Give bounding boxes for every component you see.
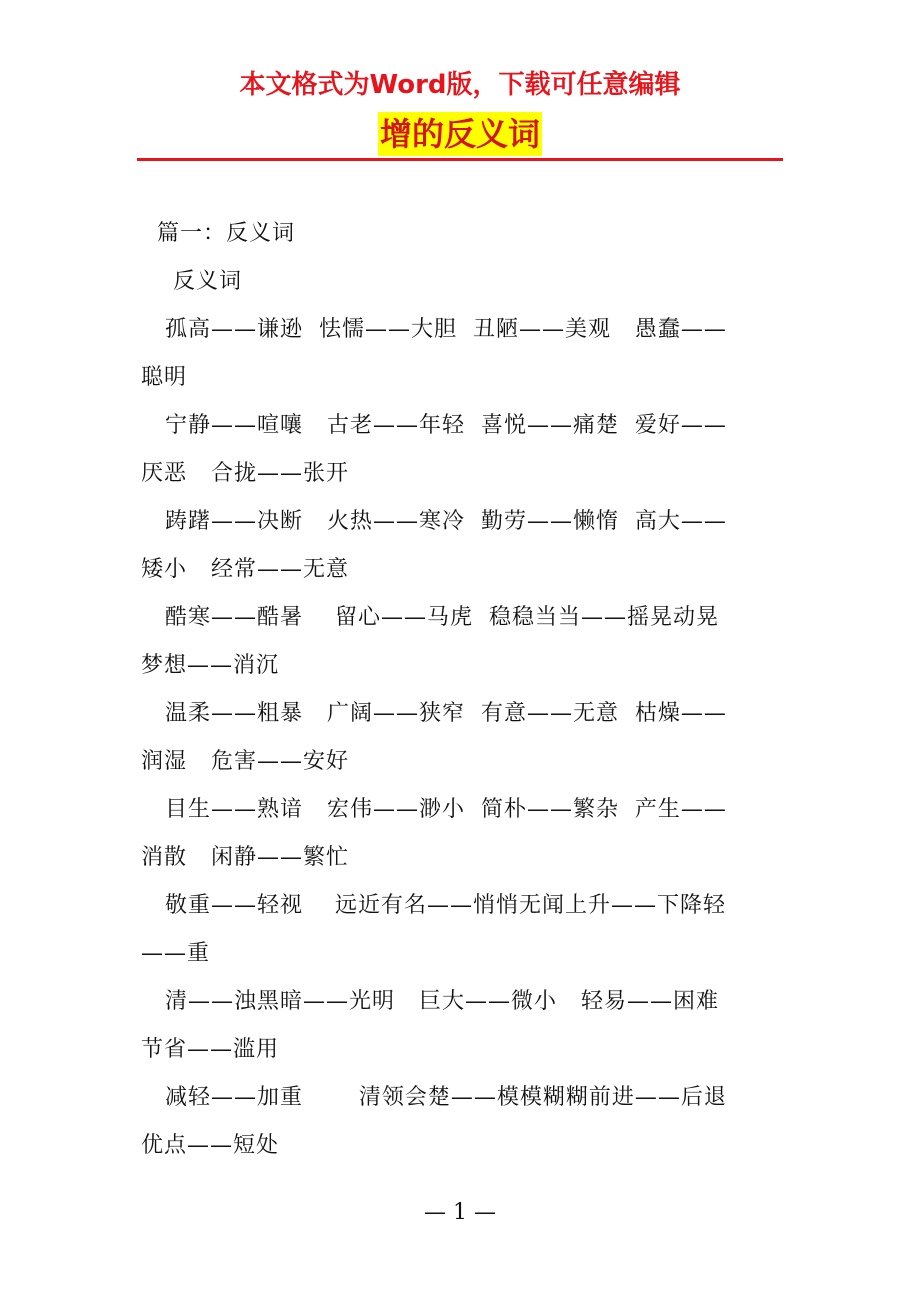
document-body [141,210,785,1170]
download-banner: 本文格式为Word版，下载可任意编辑 [239,70,681,100]
body-line: 宁静——喧嚷 古老——年轻 喜悦——痛楚 爱好—— [141,413,727,438]
section-heading: 篇一：反义词 [141,221,295,246]
body-line: 减轻——加重 清领会楚——模模糊糊前进——后退 [141,1085,727,1110]
body-line: 节省——滥用 [141,1037,280,1062]
body-line: 优点——短处 [141,1133,280,1158]
title-container [0,112,920,156]
header-divider [137,158,783,161]
body-line: 孤高——谦逊 怯懦——大胆 丑陋——美观 愚蠢—— [141,317,727,342]
body-line: 润湿 危害——安好 [141,749,349,774]
body-line: 清——浊黑暗——光明 巨大——微小 轻易——困难 [141,989,719,1014]
body-line: ——重 [141,941,211,966]
body-line: 目生——熟谙 宏伟——渺小 简朴——繁杂 产生—— [141,797,727,822]
body-line: 消散 闲静——繁忙 [141,845,349,870]
body-line: 矮小 经常——无意 [141,557,349,582]
body-line: 敬重——轻视 远近有名——悄悄无闻上升——下降轻 [141,893,726,918]
page-number: — 1 — [424,1200,496,1225]
body-line: 厌恶 合拢——张开 [141,461,349,486]
body-line: 温柔——粗暴 广阔——狭窄 有意——无意 枯燥—— [141,701,727,726]
body-line: 酷寒——酷暑 留心——马虎 稳稳当当——摇晃动晃 [141,605,719,630]
body-line: 梦想——消沉 [141,653,280,678]
document-title: 增的反义词 [378,112,542,156]
body-line: 踌躇——决断 火热——寒冷 勤劳——懒惰 高大—— [141,509,727,534]
body-line: 聪明 [141,365,188,390]
subheading: 反义词 [141,269,242,294]
